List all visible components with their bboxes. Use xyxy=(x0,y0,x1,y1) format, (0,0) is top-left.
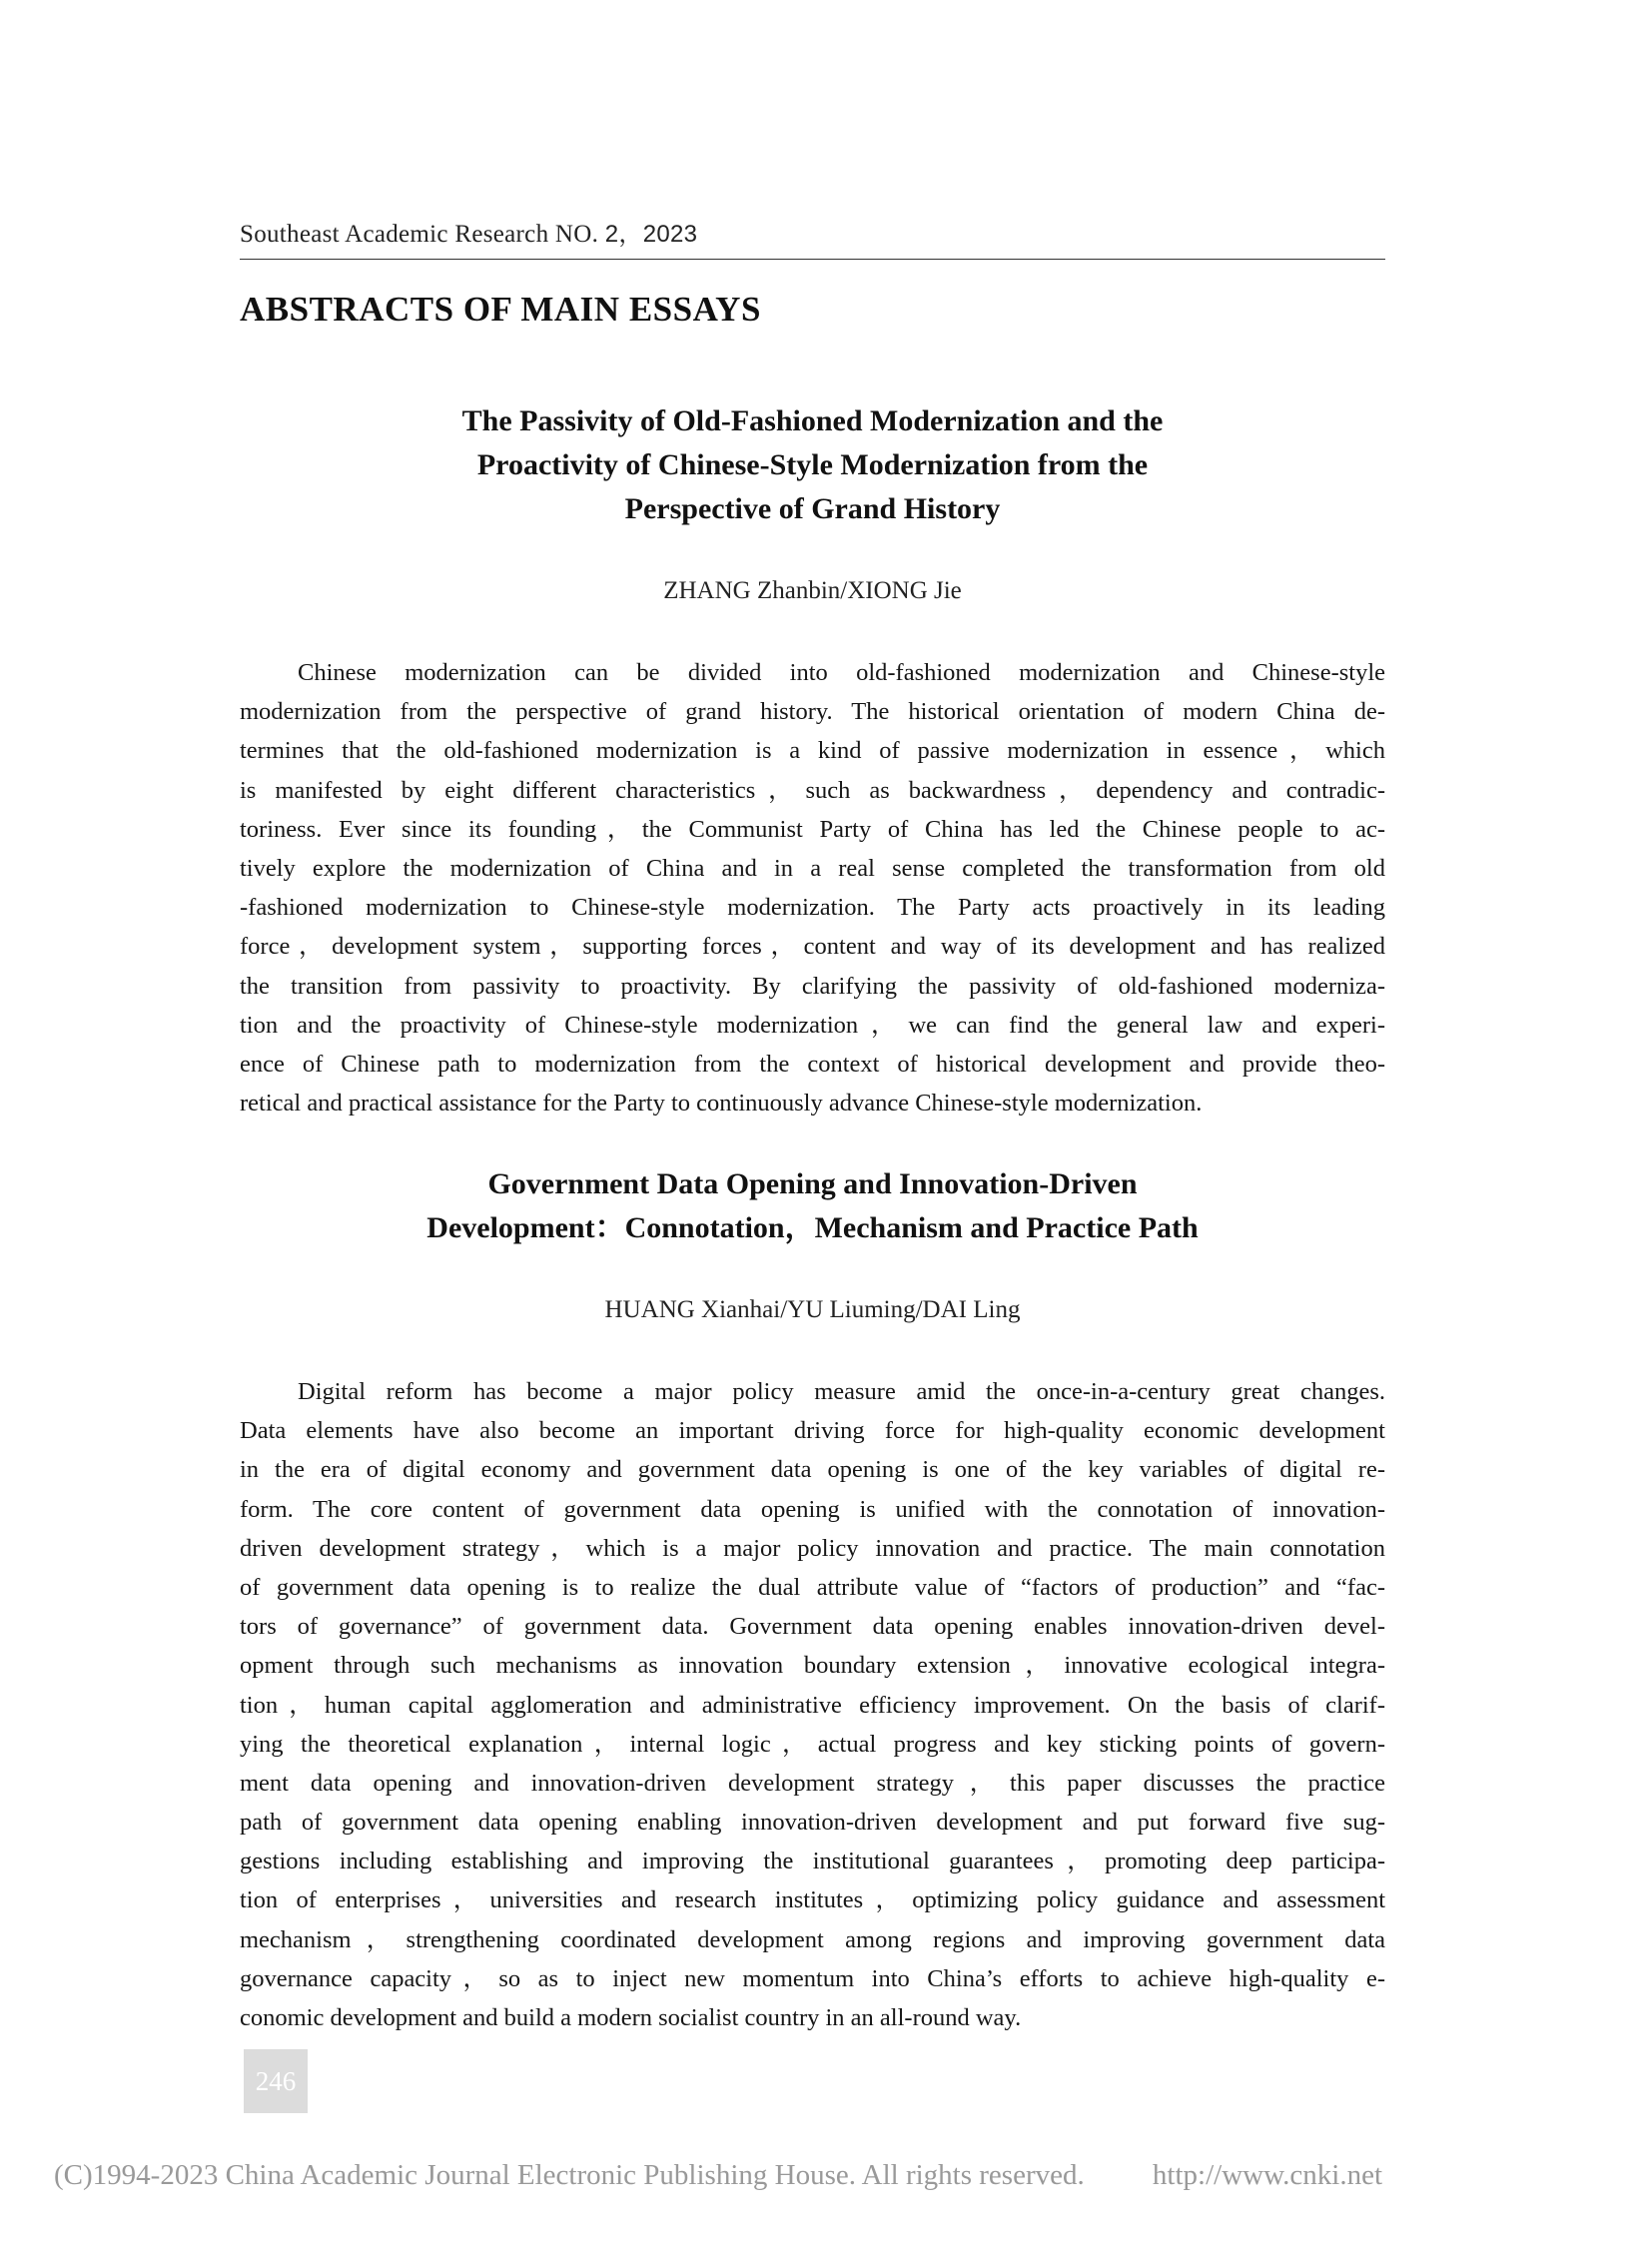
essay-1-title-line: The Passivity of Old-Fashioned Modernization and the xyxy=(461,404,1164,437)
abstract-line: in the era of digital economy and government data opening is one of the key variables of digital re- xyxy=(240,1456,1385,1484)
abstract-line: tion and the proactivity of Chinese-style modernization，we can find the general law and experi- xyxy=(240,1011,1385,1039)
abstract-line: path of government data opening enabling innovation-driven development and put forward five sug- xyxy=(240,1809,1385,1837)
essay-2-title-line: Development：Connotation，Mechanism and Practice Path xyxy=(426,1211,1199,1244)
abstract-line: form. The core content of government data opening is unified with the connotation of innovation- xyxy=(240,1495,1385,1523)
essay-1-title-line: Perspective of Grand History xyxy=(624,492,1001,525)
essay-1-authors: ZHANG Zhanbin/XIONG Jie xyxy=(663,577,962,604)
abstract-line: governance capacity，so as to inject new momentum into China’s efforts to achieve high-quality e- xyxy=(240,1964,1385,1992)
abstract-line: driven development strategy，which is a major policy innovation and practice. The main connotation xyxy=(240,1534,1385,1562)
essay-1-title xyxy=(240,399,1385,531)
abstract-line: -fashioned modernization to Chinese-style modernization. The Party acts proactively in its leading xyxy=(240,894,1385,922)
essay-2-title xyxy=(240,1162,1385,1250)
abstract-line: of government data opening is to realize the dual attribute value of “factors of production” and “fac- xyxy=(240,1573,1385,1601)
issue-number: 2，2023 xyxy=(604,221,698,248)
abstract-line: tors of governance” of government data. Government data opening enables innovation-driven devel- xyxy=(240,1613,1385,1641)
abstract-line: modernization from the perspective of grand history. The historical orientation of modern China de- xyxy=(240,698,1385,726)
abstract-line: termines that the old-fashioned modernization is a kind of passive modernization in essence，which xyxy=(240,737,1385,765)
abstract-line: opment through such mechanisms as innovation boundary extension，innovative ecological integra- xyxy=(240,1652,1385,1680)
abstract-line: tively explore the modernization of China and in a real sense completed the transformation from old xyxy=(240,854,1385,882)
abstract-line: force，development system，supporting forces，content and way of its development and has realized xyxy=(240,933,1385,961)
abstract-line: mechanism，strengthening coordinated development among regions and improving government data xyxy=(240,1925,1385,1953)
copyright-footer xyxy=(54,2159,1382,2192)
abstract-line: is manifested by eight different characteristics，such as backwardness，dependency and contradic- xyxy=(240,776,1385,804)
abstract-line: ying the theoretical explanation，internal logic，actual progress and key sticking points of govern- xyxy=(240,1730,1385,1758)
abstract-line: the transition from passivity to proactivity. By clarifying the passivity of old-fashioned moderniza- xyxy=(240,972,1385,1000)
essay-1-title-line: Proactivity of Chinese-Style Modernization from the xyxy=(476,448,1149,481)
abstract-line: conomic development and build a modern socialist country in an all-round way. xyxy=(240,2004,1022,2031)
abstract-line: Digital reform has become a major policy measure amid the once-in-a-century great changes. xyxy=(298,1378,1385,1405)
journal-name: Southeast Academic Research NO. xyxy=(240,221,605,248)
running-header xyxy=(240,214,1385,249)
essay-2-abstract xyxy=(240,1372,1385,2037)
page-number: 246 xyxy=(255,2065,297,2096)
abstract-line: ment data opening and innovation-driven development strategy，this paper discusses the practice xyxy=(240,1769,1385,1797)
abstract-line: retical and practical assistance for the Party to continuously advance Chinese-style modernization. xyxy=(240,1090,1203,1118)
abstract-line: tion of enterprises，universities and research institutes，optimizing policy guidance and assessment xyxy=(240,1886,1385,1914)
header-rule xyxy=(240,259,1385,260)
copyright-text: (C)1994-2023 China Academic Journal Electronic Publishing House. All rights reserved. xyxy=(54,2159,1085,2191)
essay-2-title-line: Government Data Opening and Innovation-Driven xyxy=(487,1167,1138,1200)
abstract-line: Chinese modernization can be divided into old-fashioned modernization and Chinese-style xyxy=(298,659,1385,686)
abstract-line: Data elements have also become an important driving force for high-quality economic development xyxy=(240,1417,1385,1445)
abstract-line: gestions including establishing and improving the institutional guarantees，promoting deep participa- xyxy=(240,1848,1385,1875)
essay-2-authors: HUANG Xianhai/YU Liuming/DAI Ling xyxy=(604,1296,1021,1323)
abstract-line: toriness. Ever since its founding，the Communist Party of China has led the Chinese people to ac- xyxy=(240,815,1385,843)
essay-1-abstract xyxy=(240,653,1385,1122)
page-number-box xyxy=(244,2049,308,2113)
section-title: ABSTRACTS OF MAIN ESSAYS xyxy=(240,290,761,329)
abstract-line: tion，human capital agglomeration and administrative efficiency improvement. On the basis of clarif- xyxy=(240,1691,1385,1719)
abstract-line: ence of Chinese path to modernization from the context of historical development and provide theo- xyxy=(240,1050,1385,1078)
footer-url-link[interactable]: http://www.cnki.net xyxy=(1152,2159,1382,2191)
